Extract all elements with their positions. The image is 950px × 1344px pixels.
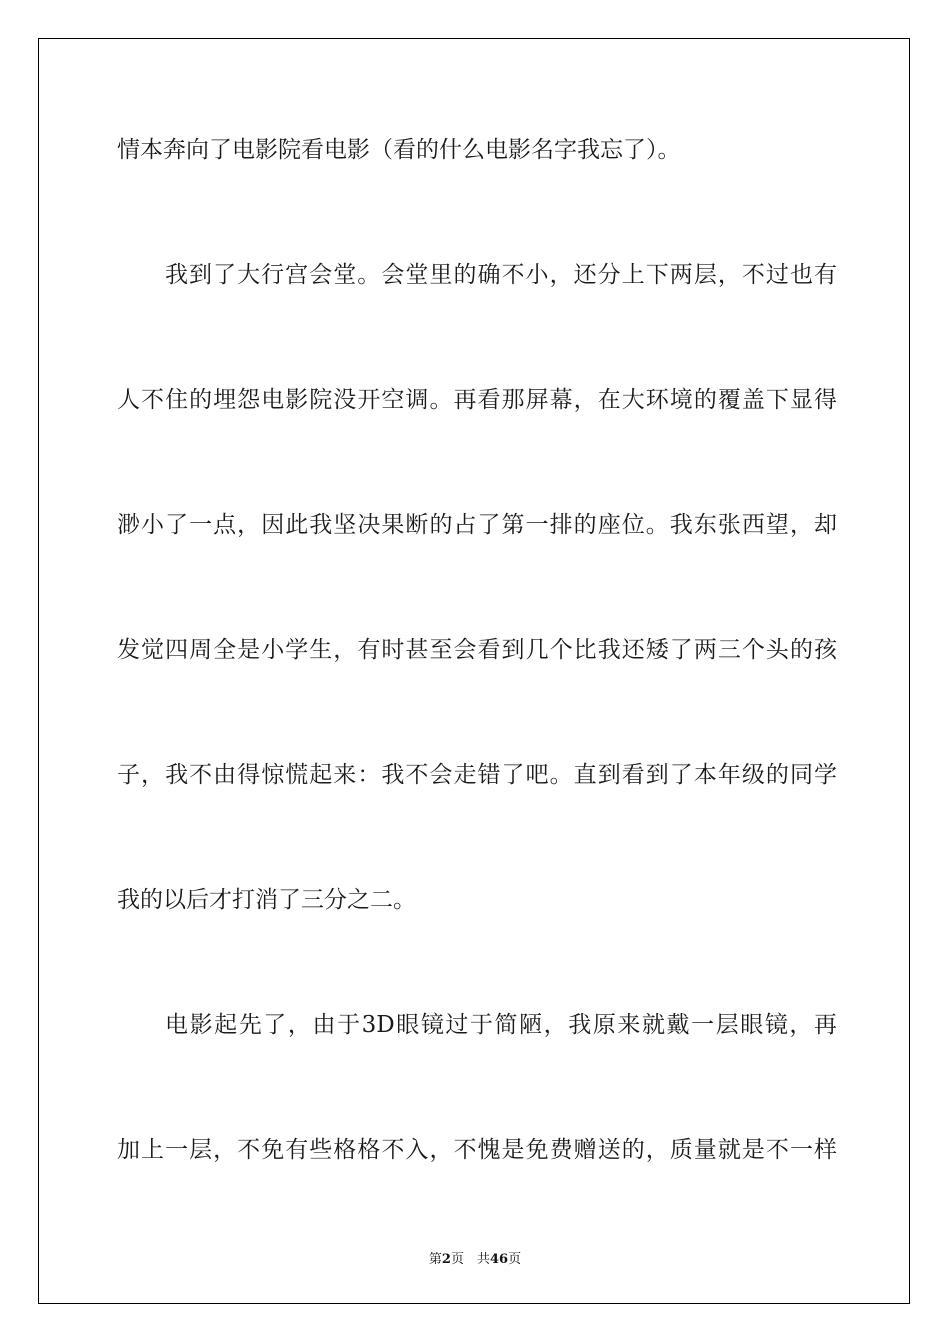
footer-mid: 页 共 xyxy=(450,1252,490,1267)
footer-total-pages: 46 xyxy=(489,1252,509,1267)
text-line-7: 我的以后才打消了三分之二。 xyxy=(117,887,416,913)
text-line-3: 人不住的埋怨电影院没开空调。再看那屏幕，在大环境的覆盖下显得 xyxy=(117,387,837,413)
text-line-1: 情本奔向了电影院看电影（看的什么电影名字我忘了）。 xyxy=(117,137,681,163)
text-line-8: 电影起先了，由于3D眼镜过于简陋，我原来就戴一层眼镜，再 xyxy=(165,1012,837,1038)
text-line-9: 加上一层，不免有些格格不入，不愧是免费赠送的，质量就是不一样 xyxy=(117,1137,837,1163)
footer-prefix: 第 xyxy=(428,1252,442,1267)
text-line-5: 发觉四周全是小学生，有时甚至会看到几个比我还矮了两三个头的孩 xyxy=(117,637,837,663)
text-line-6: 子，我不由得惊慌起来：我不会走错了吧。直到看到了本年级的同学 xyxy=(117,762,837,788)
text-line-2: 我到了大行宫会堂。会堂里的确不小，还分上下两层，不过也有 xyxy=(165,262,837,288)
footer-suffix: 页 xyxy=(508,1252,522,1267)
footer-page-number: 2 xyxy=(441,1252,451,1267)
page-footer xyxy=(0,1248,950,1267)
text-line-4: 渺小了一点，因此我坚决果断的占了第一排的座位。我东张西望，却 xyxy=(117,512,837,538)
page-border xyxy=(38,38,910,1304)
